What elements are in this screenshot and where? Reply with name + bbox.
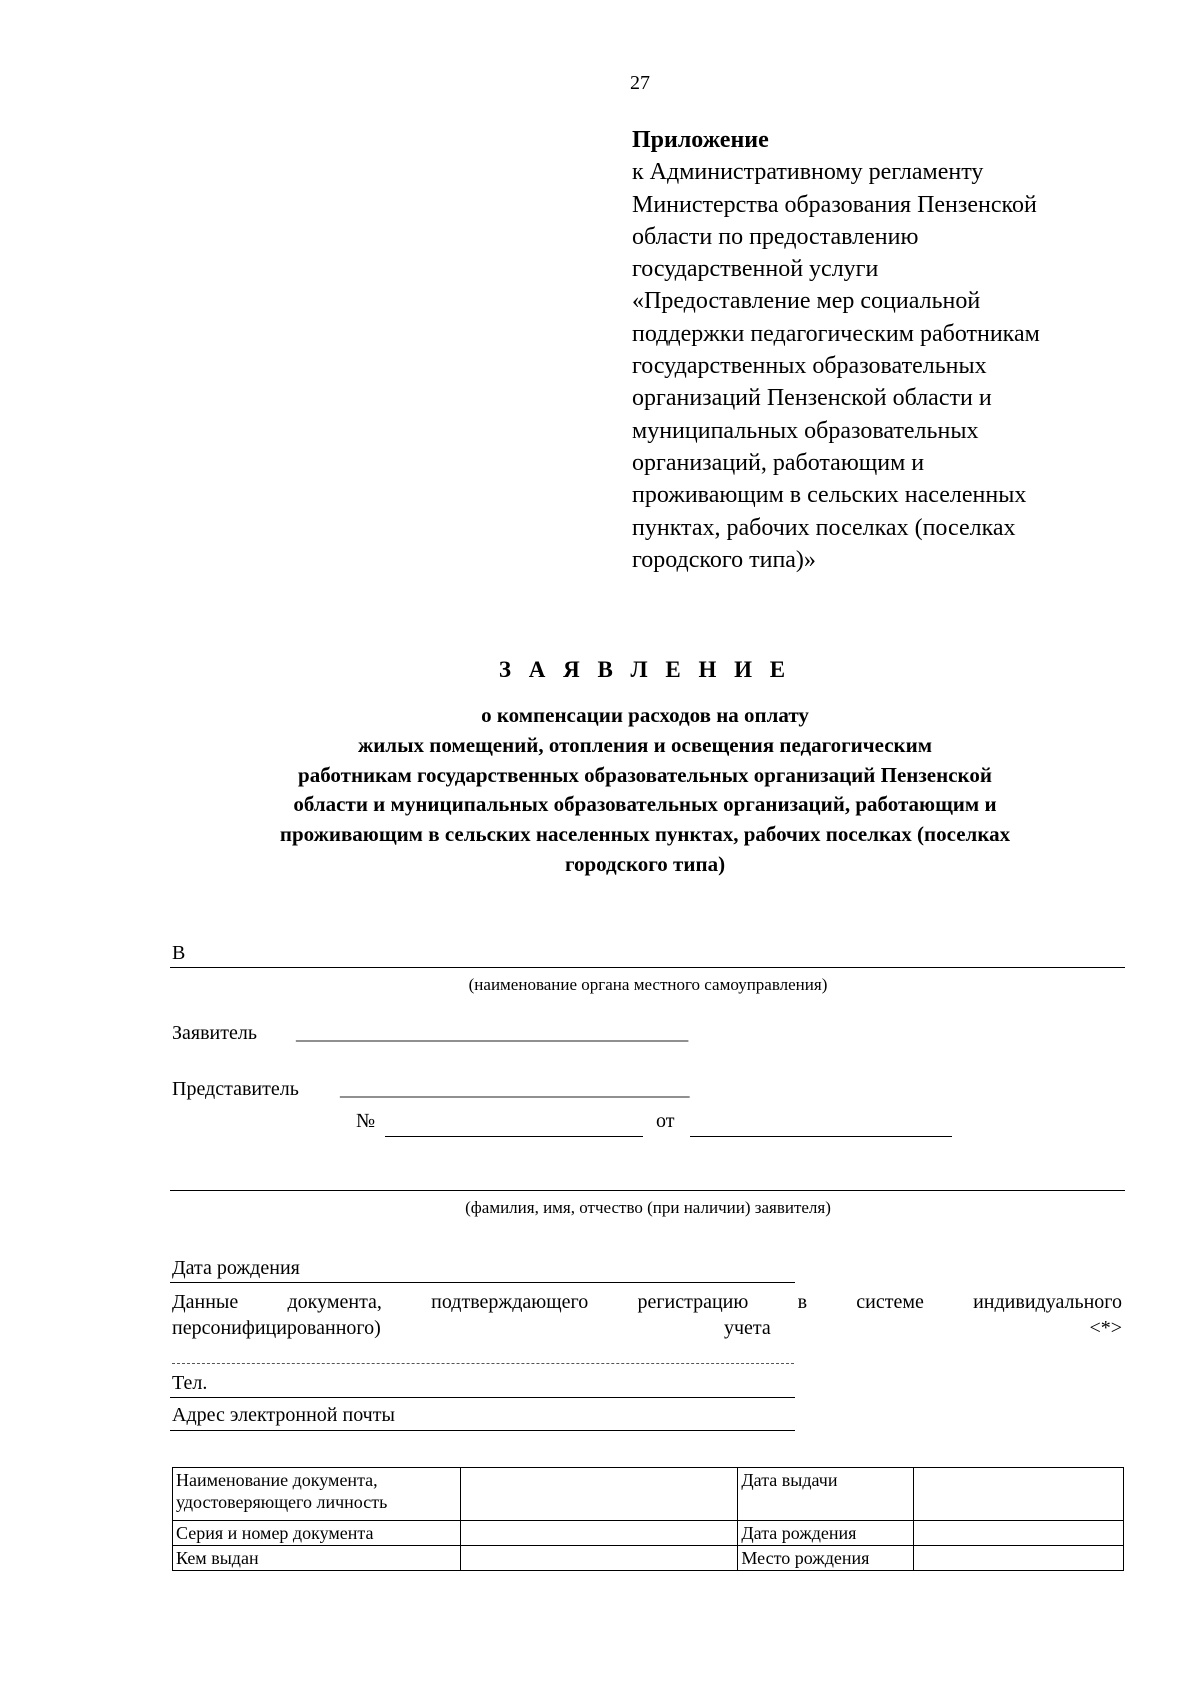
appendix-line: государственных образовательных: [632, 353, 987, 380]
table-label-cell: Серия и номер документа: [173, 1521, 461, 1546]
appendix-block: [632, 124, 1152, 576]
snils-word: подтверждающего: [431, 1291, 589, 1313]
table-label-cell: Дата выдачи: [738, 1468, 914, 1521]
to-caption: (наименование органа местного самоуправления): [468, 975, 828, 994]
snils-line2-right: <*>: [1089, 1317, 1122, 1339]
subtitle-line: жилых помещений, отопления и освещения педагогическим: [357, 732, 933, 757]
appendix-line: области по предоставлению: [632, 223, 919, 250]
number-field-line[interactable]: [385, 1136, 643, 1137]
snils-text-line: [172, 1290, 1122, 1315]
appendix-line: организаций Пензенской области и: [632, 385, 992, 412]
identity-document-table: [172, 1467, 1124, 1571]
appendix-line: проживающим в сельских населенных: [632, 482, 1027, 509]
phone-field-line[interactable]: [170, 1397, 795, 1398]
applicant-label: Заявитель: [172, 1022, 257, 1044]
phone-label: Тел.: [172, 1372, 208, 1394]
snils-line2-middle: учета: [724, 1317, 771, 1339]
subtitle-line: области и муниципальных образовательных организаций, работающим и: [293, 792, 997, 817]
birth-date-label: Дата рождения: [172, 1257, 300, 1279]
appendix-line: Министерства образования Пензенской: [632, 191, 1037, 218]
appendix-line: к Административному регламенту: [632, 159, 984, 186]
table-input-cell[interactable]: [460, 1468, 738, 1521]
snils-word: системе: [856, 1291, 924, 1313]
table-input-cell[interactable]: [460, 1546, 738, 1571]
appendix-line: организаций, работающим и: [632, 449, 925, 476]
table-row: [173, 1468, 1124, 1521]
snils-word: в: [797, 1291, 808, 1313]
from-date-field-line[interactable]: [690, 1136, 952, 1137]
representative-field[interactable]: ____________________________________: [340, 1078, 690, 1100]
table-row: [173, 1521, 1124, 1546]
appendix-line: пунктах, рабочих поселках (поселках: [632, 514, 1016, 541]
subtitle-line: проживающим в сельских населенных пунктах, рабочих поселках (поселках: [279, 822, 1011, 847]
table-input-cell[interactable]: [914, 1468, 1124, 1521]
appendix-line: городского типа)»: [632, 546, 816, 573]
appendix-line: муниципальных образовательных: [632, 417, 979, 444]
snils-word: документа,: [287, 1291, 382, 1313]
to-label: В: [172, 942, 186, 964]
page-number: 27: [630, 72, 650, 94]
document-subtitle: [180, 701, 1110, 880]
table-label-cell: Место рождения: [738, 1546, 914, 1571]
table-row: [173, 1546, 1124, 1571]
appendix-line: поддержки педагогическим работникам: [632, 320, 1040, 347]
table-label-cell: Дата рождения: [738, 1521, 914, 1546]
table-label-cell: Кем выдан: [173, 1546, 461, 1571]
snils-word: индивидуального: [973, 1291, 1122, 1313]
representative-label: Представитель: [172, 1078, 299, 1100]
snils-line2-left: персонифицированного): [172, 1317, 381, 1339]
appendix-line: «Предоставление мер социальной: [632, 288, 981, 315]
birth-date-field-line[interactable]: [170, 1282, 795, 1283]
subtitle-line: работникам государственных образовательных организаций Пензенской: [298, 762, 992, 787]
fullname-field-line[interactable]: [170, 1190, 1125, 1191]
subtitle-line: городского типа): [564, 851, 726, 876]
subtitle-line: о компенсации расходов на оплату: [481, 703, 809, 727]
email-field-line[interactable]: [170, 1430, 795, 1431]
number-label: №: [356, 1110, 376, 1132]
table-label-cell: Наименование документа, удостоверяющего личность: [173, 1468, 461, 1521]
table-input-cell[interactable]: [914, 1521, 1124, 1546]
email-label: Адрес электронной почты: [172, 1404, 395, 1426]
fullname-caption: (фамилия, имя, отчество (при наличии) заявителя): [465, 1198, 831, 1217]
snils-word: Данные: [172, 1291, 239, 1313]
applicant-field[interactable]: ___________________________________________: [296, 1022, 688, 1044]
appendix-title: Приложение: [632, 127, 769, 153]
appendix-line: государственной услуги: [632, 256, 879, 283]
table-input-cell[interactable]: [460, 1521, 738, 1546]
document-title: З А Я В Л Е Н И Е: [498, 657, 792, 682]
snils-field-line[interactable]: [172, 1363, 794, 1364]
table-input-cell[interactable]: [914, 1546, 1124, 1571]
from-label: от: [656, 1110, 675, 1132]
to-field-line[interactable]: [170, 967, 1125, 968]
snils-word: регистрацию: [637, 1291, 749, 1313]
